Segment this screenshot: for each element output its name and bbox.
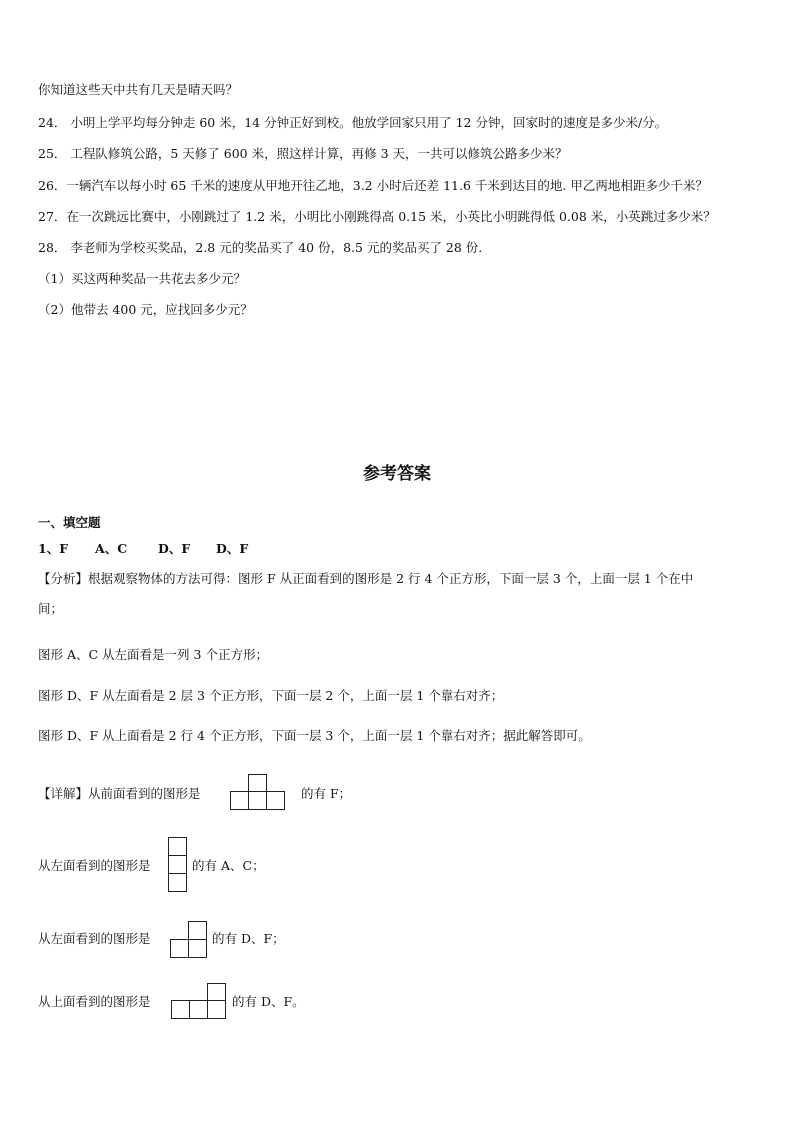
answers-title: 参考答案 <box>363 464 431 484</box>
answer-1-4: D、F <box>216 541 249 556</box>
answer-1-2: A、C <box>95 541 128 556</box>
answer-row-1 <box>38 541 248 557</box>
question-27: 27．在一次跳远比赛中，小刚跳过了 1.2 米，小明比小刚跳得高 0.15 米，小英比小明跳得低 0.08 米，小英跳过多少米？ <box>38 209 716 224</box>
question-28-sub2: （2）他带去 400 元，应找回多少元？ <box>38 302 253 317</box>
detail-1-suffix: 的有 F； <box>301 786 352 801</box>
analysis-line-3: 图形 D、F 从左面看是 2 层 3 个正方形，下面一层 2 个，上面一层 1 个靠右对齐； <box>38 688 504 703</box>
question-26: 26．一辆汽车以每小时 65 千米的速度从甲地开往乙地，3.2 小时后还差 11.6 千米到达目的地. 甲乙两地相距多少千米？ <box>38 178 708 193</box>
answer-1-1: 1、F <box>38 541 69 556</box>
left-view-layered-figure <box>170 921 208 959</box>
question-24: 24． 小明上学平均每分钟走 60 米，14 分钟正好到校。他放学回家只用了 12 分钟，回家时的速度是多少米/分。 <box>38 115 668 130</box>
detail-2-prefix: 从左面看到的图形是 <box>38 858 151 873</box>
q23-tail: 你知道这些天中共有几天是晴天吗？ <box>38 82 239 97</box>
question-28-sub1: （1）买这两种奖品一共花去多少元？ <box>38 271 246 286</box>
detail-4-prefix: 从上面看到的图形是 <box>38 994 151 1009</box>
answer-1-3: D、F <box>158 541 191 556</box>
analysis-line-1a: 【分析】根据观察物体的方法可得：图形 F 从正面看到的图形是 2 行 4 个正方形，下面一层 3 个，上面一层 1 个在中 <box>38 571 694 586</box>
question-28: 28． 李老师为学校买奖品，2.8 元的奖品买了 40 份，8.5 元的奖品买了 28 份. <box>38 240 483 255</box>
detail-2-suffix: 的有 A、C； <box>192 858 265 873</box>
detail-1-prefix: 【详解】从前面看到的图形是 <box>38 786 201 801</box>
detail-4-suffix: 的有 D、F。 <box>232 994 305 1009</box>
section-heading-fill-blank: 一、填空题 <box>38 515 101 530</box>
question-25: 25． 工程队修筑公路，5 天修了 600 米，照这样计算，再修 3 天，一共可以修筑公路多少米？ <box>38 146 568 161</box>
detail-3-prefix: 从左面看到的图形是 <box>38 931 151 946</box>
analysis-line-4: 图形 D、F 从上面看是 2 行 4 个正方形，下面一层 3 个，上面一层 1 个靠右对齐；据此解答即可。 <box>38 728 591 743</box>
top-view-figure <box>171 983 227 1019</box>
analysis-line-2: 图形 A、C 从左面看是一列 3 个正方形； <box>38 647 268 662</box>
detail-3-suffix: 的有 D、F； <box>212 931 285 946</box>
analysis-paragraph-1 <box>38 571 760 617</box>
analysis-line-1b: 间； <box>38 601 64 616</box>
front-view-figure <box>230 774 286 810</box>
left-view-column-figure <box>168 837 190 893</box>
